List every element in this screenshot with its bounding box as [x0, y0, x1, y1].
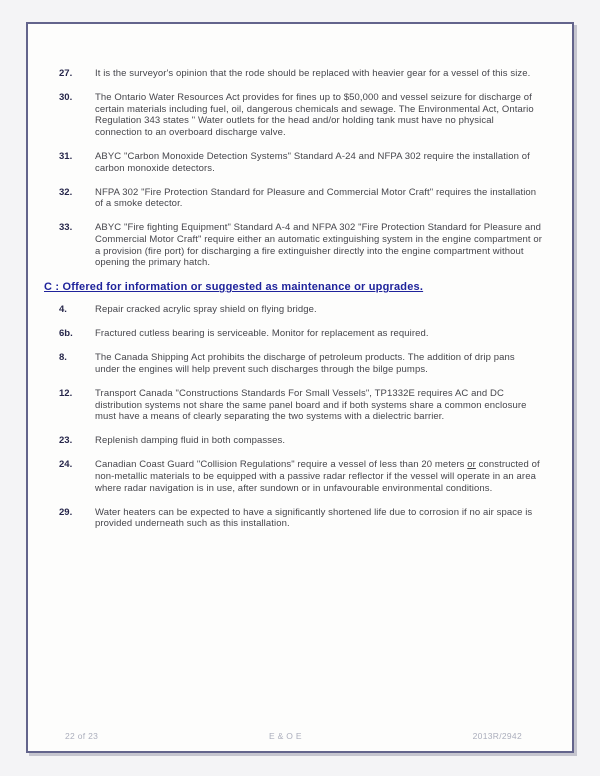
text-segment: Replenish damping fluid in both compasses.: [95, 435, 286, 447]
item-text: [95, 459, 542, 494]
item-number: 31.: [59, 150, 73, 162]
item-number: 32.: [59, 186, 73, 198]
finding-item: [59, 222, 542, 268]
text-segment: Repair cracked acrylic spray shield on flying bridge.: [95, 304, 317, 316]
section-c-heading: C : Offered for information or suggested as maintenance or upgrades.: [44, 281, 424, 294]
footer-page-number: 22 of 23: [65, 731, 99, 741]
document-page: [26, 22, 574, 753]
item-text: [95, 222, 542, 268]
text-segment: Transport Canada "Constructions Standards For Small Vessels", TP1332E requires AC and DC distribution systems not share the same panel board and if both systems share a common enclosure must have a means of clearly separating the two systems with a dielectric barrier.: [95, 388, 527, 423]
finding-item: [59, 92, 542, 138]
page-footer: [28, 731, 572, 741]
underlined-text: or: [467, 459, 476, 471]
item-text: [95, 507, 542, 530]
section-regulatory-findings: [44, 68, 542, 269]
item-text: [95, 328, 542, 340]
section-maintenance-upgrades: [44, 304, 542, 530]
item-number: 30.: [59, 92, 73, 104]
finding-item: [59, 459, 542, 494]
item-number: 24.: [59, 459, 73, 471]
item-text: [95, 68, 542, 80]
item-number: 4.: [59, 304, 67, 316]
item-text: [95, 435, 542, 447]
findings-list: [44, 304, 542, 530]
footer-eoe-notice: E & O E: [268, 731, 302, 741]
finding-item: [59, 435, 542, 447]
item-number: 33.: [59, 222, 73, 234]
item-text: [95, 151, 542, 174]
text-segment: ABYC "Carbon Monoxide Detection Systems" Standard A-24 and NFPA 302 require the installation of carbon monoxide detectors.: [95, 150, 530, 174]
item-number: 8.: [59, 352, 67, 364]
text-segment: It is the surveyor's opinion that the rode should be replaced with heavier gear for a vessel of this size.: [95, 68, 531, 79]
text-segment: ABYC "Fire fighting Equipment" Standard A-4 and NFPA 302 "Fire Protection Standard for Pleasure and Commercial Motor Craft" require either an automatic extinguishing system in the engine compartment or a provision (fire port) for discharging a fire extinguisher directly into the engine compartment without opening the primary hatch.: [95, 222, 542, 269]
item-text: [95, 352, 542, 375]
text-segment: Canadian Coast Guard "Collision Regulations" require a vessel of less than 20 meters: [95, 459, 468, 471]
text-segment: Fractured cutless bearing is serviceable. Monitor for replacement as required.: [95, 328, 429, 340]
findings-list: [44, 68, 542, 269]
finding-item: [59, 68, 542, 80]
text-segment: constructed of non-metallic materials to be equipped with a passive radar reflector if the vessel will operate in an area where radar navigation is in use, after sundown or in unfavourable environmental conditions.: [95, 459, 540, 494]
finding-item: [59, 304, 542, 316]
item-number: 6b.: [59, 328, 73, 340]
footer-file-number: 2013R/2942: [472, 731, 522, 741]
finding-item: [59, 507, 542, 530]
item-text: [95, 92, 542, 138]
text-segment: The Canada Shipping Act prohibits the discharge of petroleum products. The addition of drip pans under the engines will help prevent such discharges through the bilge pumps.: [95, 352, 515, 375]
item-number: 27.: [59, 68, 73, 79]
text-segment: NFPA 302 "Fire Protection Standard for Pleasure and Commercial Motor Craft" requires the installation of a smoke detector.: [95, 186, 537, 210]
item-number: 29.: [59, 506, 73, 518]
item-text: [95, 187, 542, 210]
item-number: 12.: [59, 388, 73, 400]
finding-item: [59, 388, 542, 423]
finding-item: [59, 352, 542, 375]
item-text: [95, 304, 542, 316]
finding-item: [59, 328, 542, 340]
item-text: [95, 388, 542, 423]
finding-item: [59, 187, 542, 210]
finding-item: [59, 151, 542, 174]
text-segment: Water heaters can be expected to have a significantly shortened life due to corrosion if no air space is provided underneath such as this installation.: [95, 506, 533, 530]
item-number: 23.: [59, 435, 73, 447]
text-segment: The Ontario Water Resources Act provides for fines up to $50,000 and vessel seizure for discharge of certain materials including fuel, oil, dangerous chemicals and sewage. The Environmental Act, Ontario Regulation 343 states " Water outlets for the head and/or holding tank must have no physical connection to an overboard discharge valve.: [95, 92, 534, 138]
page-content: [28, 24, 572, 530]
